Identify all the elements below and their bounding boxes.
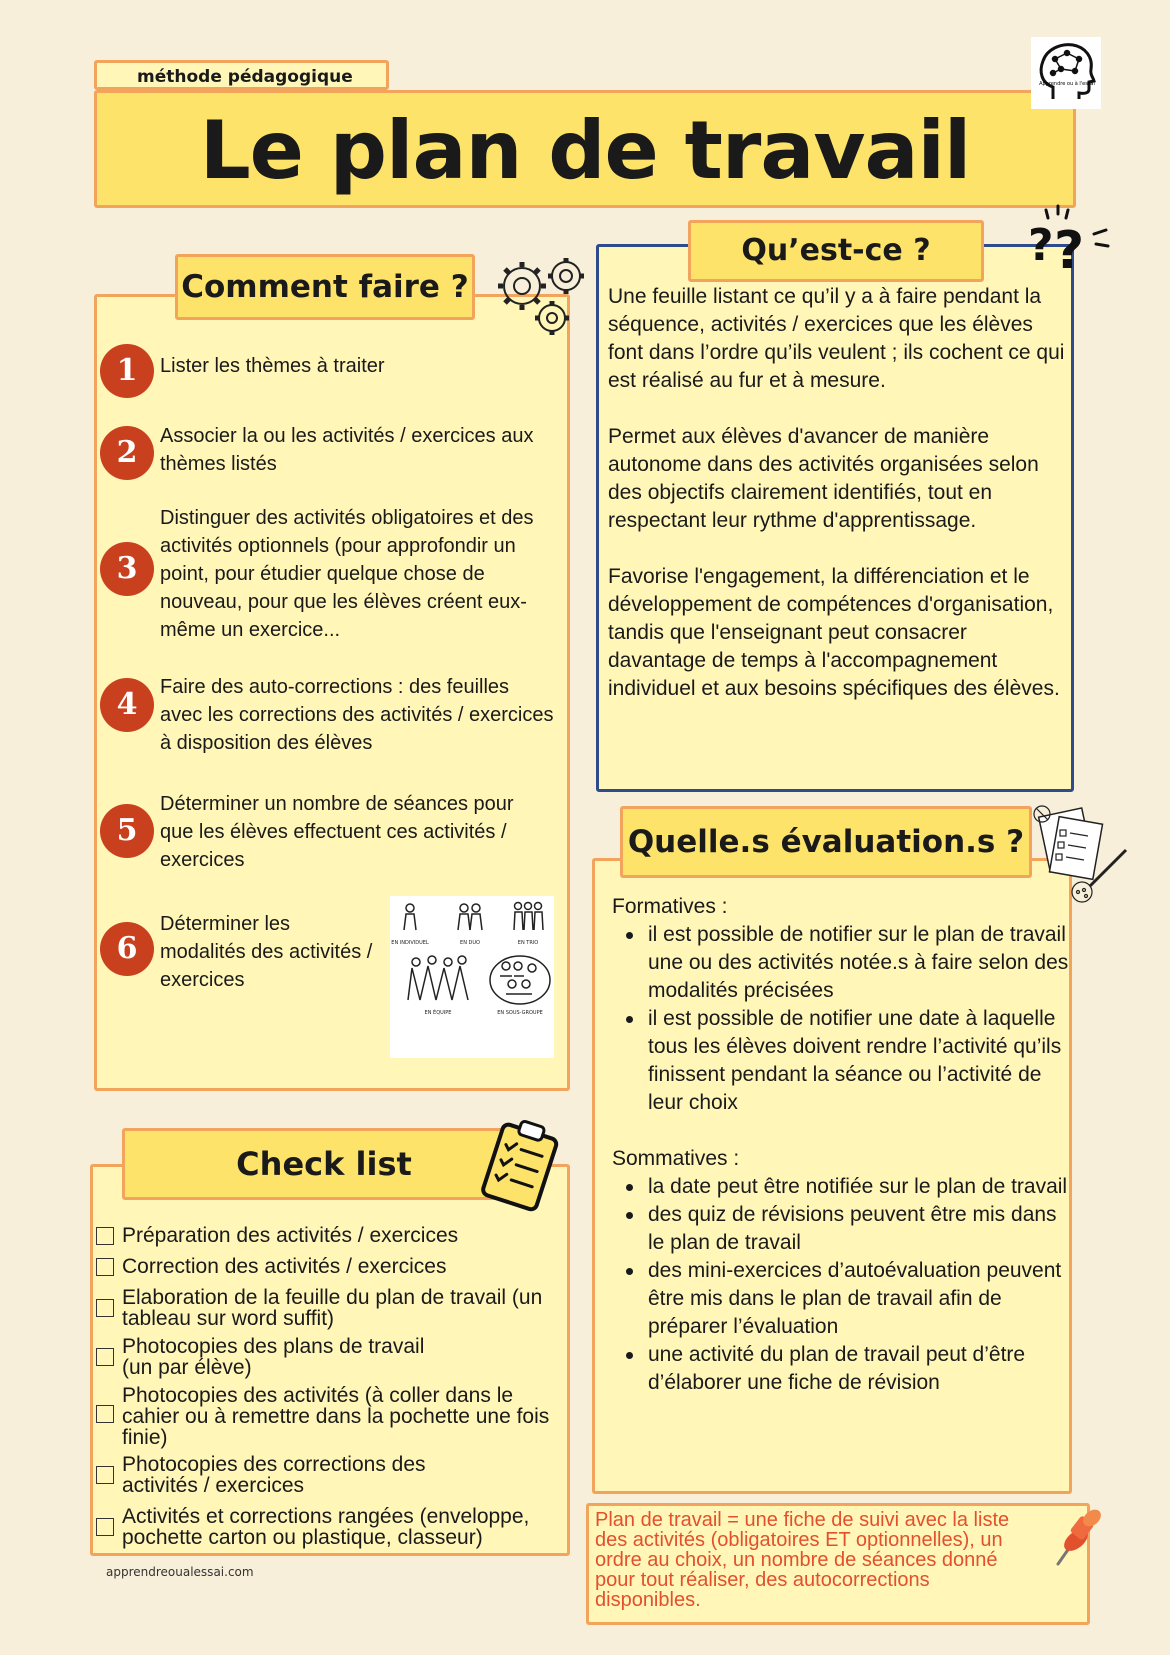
page-title: Le plan de travail bbox=[199, 104, 971, 197]
svg-text:EN DUO: EN DUO bbox=[460, 940, 480, 946]
title-banner bbox=[94, 90, 1076, 208]
brain-logo-icon bbox=[1031, 37, 1101, 109]
evaluations-content bbox=[612, 893, 1072, 1397]
step-number-6: 6 bbox=[100, 922, 154, 976]
step-text-4: Faire des auto-corrections : des feuilles avec les corrections des activités / exercices à disposition des élèves bbox=[160, 676, 554, 754]
summary-text: Plan de travail = une fiche de suivi avec la liste des activités (obligatoires ET optionnelles), un ordre au choix, un nombre de séances donné pour tout réaliser, des autocorrections disponibles. bbox=[595, 1509, 1010, 1611]
evaluations-heading: Quelle.s évaluation.s ? bbox=[620, 806, 1032, 878]
checklist-heading: Check list bbox=[122, 1128, 526, 1200]
step-number-3: 3 bbox=[100, 542, 154, 596]
checkbox[interactable] bbox=[96, 1348, 114, 1366]
pushpin-icon bbox=[1050, 1506, 1106, 1570]
step-number-5: 5 bbox=[100, 804, 154, 858]
svg-text:?: ? bbox=[1028, 220, 1054, 271]
group-modalities-illustration bbox=[390, 896, 554, 1058]
question-marks-icon bbox=[1024, 204, 1114, 288]
checkbox[interactable] bbox=[96, 1466, 114, 1484]
quest-ce-description bbox=[608, 283, 1068, 731]
svg-text:EN SOUS-GROUPE: EN SOUS-GROUPE bbox=[497, 1010, 543, 1016]
comment-faire-heading: Comment faire ? bbox=[175, 254, 475, 320]
checkbox[interactable] bbox=[96, 1227, 114, 1245]
list-item: des quiz de révisions peuvent être mis dans le plan de travail bbox=[612, 1201, 1072, 1257]
svg-text:Apprendre ou à l'essai: Apprendre ou à l'essai bbox=[1039, 81, 1095, 87]
svg-text:EN TRIO: EN TRIO bbox=[517, 940, 539, 946]
list-item: la date peut être notifiée sur le plan de travail bbox=[612, 1173, 1072, 1201]
gears-icon bbox=[490, 252, 590, 342]
list-item: une activité du plan de travail peut d’être d’élaborer une fiche de révision bbox=[612, 1341, 1072, 1397]
list-item: des mini-exercices d’autoévaluation peuvent être mis dans le plan de travail afin de préparer l’évaluation bbox=[612, 1257, 1072, 1341]
step-text-6: Déterminer les modalités des activités / exercices bbox=[160, 913, 373, 991]
formatives-title: Formatives : bbox=[612, 895, 728, 918]
sommatives-list bbox=[612, 1173, 1072, 1397]
svg-text:?: ? bbox=[1054, 221, 1085, 281]
step-number-2: 2 bbox=[100, 426, 154, 480]
category-tag: méthode pédagogique bbox=[94, 60, 389, 90]
checkbox[interactable] bbox=[96, 1299, 114, 1317]
checklist-clipboard-icon bbox=[474, 1116, 566, 1216]
step-text-5: Déterminer un nombre de séances pour que les élèves effectuent ces activités / exercices bbox=[160, 793, 514, 871]
step-text-2: Associer la ou les activités / exercices aux thèmes listés bbox=[160, 425, 534, 475]
quest-ce-paragraph-1: Une feuille listant ce qu’il y a à faire pendant la séquence, activités / exercices que les élèves font dans l’ordre qu’ils veulent ; ils cochent ce qui est réalisé au fur et à mesure. bbox=[608, 285, 1065, 392]
step-number-4: 4 bbox=[100, 678, 154, 732]
checkbox[interactable] bbox=[96, 1405, 114, 1423]
checkbox[interactable] bbox=[96, 1518, 114, 1536]
svg-text:EN ÉQUIPE: EN ÉQUIPE bbox=[424, 1010, 452, 1016]
quest-ce-paragraph-3: Favorise l'engagement, la différenciation et le développement de compétences d'organisation, tandis que l'enseignant peut consacrer davantage de temps à l'accompagnement individuel et aux besoins spécifiques des élèves. bbox=[608, 565, 1060, 700]
step-text-3: Distinguer des activités obligatoires et des activités optionnels (pour approfondir un point, pour étudier quelque chose de nouveau, pour que les élèves créent eux-même un exercice... bbox=[160, 507, 534, 641]
step-number-1: 1 bbox=[100, 344, 154, 398]
svg-text:EN INDIVIDUEL: EN INDIVIDUEL bbox=[391, 940, 429, 946]
list-item: il est possible de notifier une date à laquelle tous les élèves doivent rendre l’activité qu’ils finissent pendant la séance ou l’activité de leur choix bbox=[612, 1005, 1072, 1117]
step-text-1: Lister les thèmes à traiter bbox=[160, 355, 385, 377]
quest-ce-paragraph-2: Permet aux élèves d'avancer de manière autonome dans des activités organisées selon des objectifs clairement identifiés, tout en respectant leur rythme d'apprentissage. bbox=[608, 425, 1039, 532]
sommatives-title: Sommatives : bbox=[612, 1147, 740, 1170]
quest-ce-heading: Qu’est-ce ? bbox=[688, 220, 984, 282]
list-item: il est possible de notifier sur le plan de travail une ou des activités notée.s à faire selon des modalités précisées bbox=[612, 921, 1072, 1005]
formatives-list bbox=[612, 921, 1072, 1117]
checkbox[interactable] bbox=[96, 1258, 114, 1276]
footer-url: apprendreoualessai.com bbox=[106, 1565, 254, 1579]
